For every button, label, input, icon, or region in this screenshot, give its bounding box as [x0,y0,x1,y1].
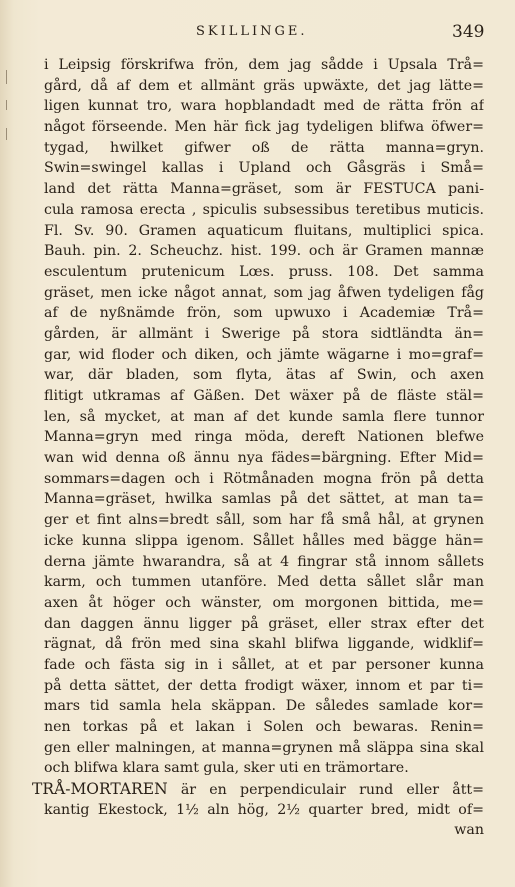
text-line: tygad, hwilket gifwer oß de rätta manna=gryn. [44,139,484,156]
text-line: Manna=gräset, hwilka samlas på det sättet, at man ta= [44,491,484,508]
section-heading-line [32,779,484,800]
text-line: icke kunna slippa igenom. Sållet hålles med bägge hän= [44,532,484,549]
section-heading-word: TRÅ-MORTAREN [32,780,168,799]
text-line: fade och fästa sig in i sållet, at et par personer kunna [44,656,484,673]
text-line: gräset, men icke något annat, som jag åfwen tydeligen fåg [44,284,484,301]
text-line: af de nyßnämde frön, som upwuxo i Academiæ Trå= [44,305,484,322]
text-line: dan daggen ännu ligger på gräset, eller strax efter det [44,615,484,632]
text-line: och blifwa klara samt gula, sker uti en trämortare. [44,760,409,777]
page-number: 349 [452,22,485,42]
text-line: Bauh. pin. 2. Scheuchz. hist. 199. och är Gramen mannæ [44,243,484,260]
text-line: len, så mycket, at man af det kunde samla flere tunnor [44,408,484,425]
text-line: kantig Ekestock, 1½ aln hög, 2½ quarter bred, midt of= [44,801,484,818]
text-line: Swin=swingel kallas i Upland och Gåsgräs i Små= [44,160,484,177]
text-line: Manna=gryn med ringa möda, dereft Nationen blefwe [44,429,484,446]
text-line: land det rätta Manna=gräset, som är FESTUCA pani- [44,181,484,198]
text-line: gar, wid floder och diken, och jämte wägarne i mo=graf= [44,346,484,363]
text-line: flitigt utkramas af Gäßen. Det wäxer på de fläste stäl= [44,388,484,404]
running-head: SKILLINGE. [196,24,308,39]
text-line: wan wid denna oß ännu nya fädes=bärgning. Efter Mid= [44,450,484,467]
text-line: derna jämte hwarandra, så at 4 fingrar stå innom sållets [44,553,484,570]
body-text [32,55,484,841]
text-line: gård, då af dem et allmänt gräs upwäxte, det jag lätte= [44,77,484,94]
text-line: sommars=dagen och i Rötmånaden mogna frön på detta [44,470,484,487]
text-line: mars tid samla hela skäppan. De således samlade kor= [44,698,484,715]
text-line: ligen kunnat tro, wara hopblandadt med de rätta frön af [44,98,484,115]
text-line: på detta sättet, der detta frodigt wäxer, innom et par ti= [44,677,484,694]
text-line: rägnat, då frön med sina skahl blifwa liggande, widklif= [44,636,484,653]
text-line: axen åt höger och wänster, om morgonen bittida, me= [44,594,484,611]
text-line: gården, är allmänt i Swerige på stora sidtländta än= [44,325,484,342]
catchword: wan [454,822,484,839]
text-line: karm, och tummen utanföre. Med detta sållet slår man [44,574,484,591]
text-line: cula ramosa erecta , spiculis subsessibus teretibus muticis. [44,201,484,218]
text-line: Fl. Sv. 90. Gramen aquaticum fluitans, multiplici spica. [44,222,484,239]
text-line: ger et fint alns=bredt såll, som har få små hål, at grynen [44,512,484,529]
section-heading-rest: är en perpendiculair rund eller ått= [180,782,484,799]
text-line: i Leipsig förskrifwa frön, dem jag sådde i Upsala Trå= [44,57,484,73]
text-line: något förseende. Men här fick jag tydeligen blifwa öfwer= [44,119,484,136]
text-line: gen eller malningen, at manna=grynen må släppa sina skal [44,739,484,756]
text-line: esculentum prutenicum Lœs. pruss. 108. Det samma [44,263,484,280]
text-line: nen torkas på et lakan i Solen och bewaras. Renin= [44,719,484,735]
text-line: war, där bladen, som flyta, ätas af Swin, och axen [44,367,484,384]
binding-margin-marks [6,70,12,190]
page-header [0,22,515,46]
